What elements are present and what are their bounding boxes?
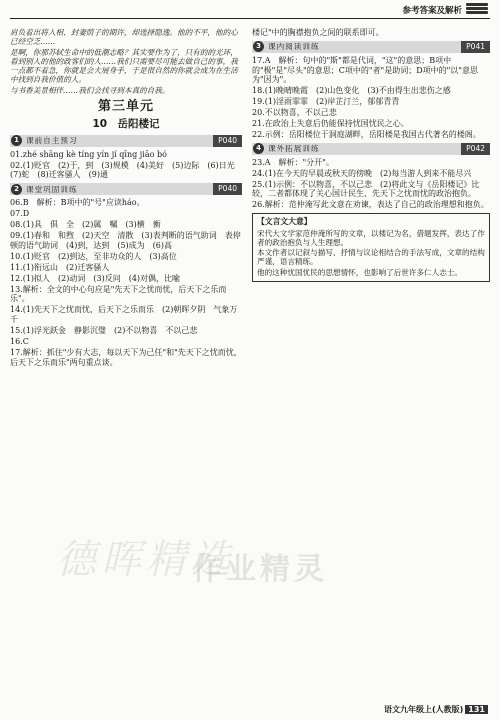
answer-line: 08.(1)具 俱 全 (2)属 嘱 (3)横 衡 (10, 220, 169, 230)
answer-line: 19.(1)淫雨霏霏 (2)岸芷汀兰，郁郁青青 (252, 97, 400, 107)
section-label: 课堂巩固训练 (26, 184, 78, 194)
answer-line: 14.(1)先天下之忧而忧，后天下之乐而乐 (2)朝晖夕阴 气象万千 (10, 305, 238, 324)
answer-line: 11.(1)衔远山 (2)迁客骚人 (10, 262, 110, 272)
right-column (252, 28, 490, 282)
left-column (10, 28, 242, 368)
translation-line: 宋代大文学家范仲淹所写的文章，以楼记为名，借题发挥，表达了作者的政治抱负与人生理想。 (257, 228, 485, 247)
translation-line: 本文作者以记叙与描写、抒情与议论相结合的手法写成，文章的结构严谨，语言精练。 (257, 248, 485, 267)
answer-line: 02.(1)贬官 (2)于，到 (3)规模 (4)美好 (5)边际 (6)日光 (7)蛇 (8)迁客骚人 (9)通 (10, 160, 243, 180)
section-page: P040 (213, 135, 242, 147)
section-page: P041 (461, 41, 490, 53)
section-number: 2 (11, 184, 22, 195)
section-bar-consolidation (10, 183, 242, 195)
answer-line: 10.(1)贬官 (2)到达，至非功众的人 (3)高位 (10, 251, 177, 261)
answer-line: 13.解析：全文的中心句应是"先天下之忧而忧，后天下之乐而乐"。 (10, 284, 227, 304)
watermark: 作业精灵 (192, 552, 328, 587)
answer-line: 25.(1)示例：不以物喜，不以己悲 (2)将此文与《岳阳楼记》比较，二者都体现了关心国计民生、先天下之忧而忧的政治抱负。 (252, 179, 480, 199)
intro-line-1: 肩负着出将入相、封妻荫子的期许，却选择隐逸。他的不平，他的心已经空乏…… (10, 28, 238, 47)
translation-box (252, 213, 490, 282)
answer-line: 01.zhé shāng kè tíng yín jí qīng jiāo bó (10, 149, 167, 159)
intro-line-3: 与书香美景相伴……我们会找寻到本真的自我。 (10, 85, 170, 95)
section-page: P042 (461, 143, 490, 155)
answer-line: 21.在政治上失意后仍能保持忧国忧民之心。 (252, 119, 409, 128)
answer-line: 06.B 解析：B项中的"号"应读háo。 (10, 198, 145, 208)
section-bar-extension (252, 143, 490, 155)
answer-line: 15.(1)浮光跃金 静影沉璧 (2)不以物喜 不以己悲 (10, 325, 198, 335)
header-title: 参考答案及解析 (402, 6, 462, 16)
translation-line: 他的这种忧国忧民的思想情怀，也影响了后世许多仁人志士。 (257, 267, 463, 277)
section-label: 课外拓展训练 (268, 144, 320, 154)
section-number: 1 (11, 135, 22, 146)
lesson-title: 10 岳阳楼记 (92, 117, 160, 130)
answer-line: 12.(1)拟人 (2)动词 (3)反问 (4)对偶，比喻 (10, 273, 181, 283)
section-label: 课内阅读训练 (268, 42, 320, 52)
answer-line: 23.A 解析："分开"。 (252, 157, 334, 167)
section-page: P040 (213, 183, 242, 195)
section-label: 课前自主预习 (26, 136, 78, 146)
answer-line: 07.D (10, 209, 30, 219)
translation-title: 【文言文大意】 (257, 217, 312, 226)
section-number: 4 (253, 143, 264, 154)
page-header (0, 0, 500, 24)
header-rule (10, 18, 490, 19)
page-footer (384, 705, 488, 715)
answer-line: 17.解析：抓住"少有大志，每以天下为己任"和"先天下之忧而忧，后天下之乐而乐"两句重点谈。 (10, 347, 242, 367)
answer-line: 22.示例：岳阳楼位于洞庭湖畔，岳阳楼是我国古代著名的楼阁。 (252, 129, 481, 139)
answer-line: 09.(1)春和 和煦 (2)天空 清散 (3)表判断的语气助词 表停顿的语气助词 (4)到，达到 (5)成为 (6)高 (10, 231, 241, 250)
section-bar-preview (10, 135, 242, 147)
page-number: 131 (465, 705, 488, 714)
answer-line: 18.(1)晚晴晚霞 (2)山色变化 (3)不由得生出悲伤之感 (252, 86, 451, 96)
answer-line: 20.不以物喜，不以己悲 (252, 108, 337, 118)
answer-line: 楼记"中的胸襟抱负之间的联系即可。 (252, 28, 384, 37)
answer-line: 17.A 解析：句中的"斯"都是代词，"这"的意思；B项中的"极"是"尽头"的意思；C项中的"者"是助词；D项中的"以"意思为"因为"。 (252, 55, 478, 85)
section-number: 3 (253, 41, 264, 52)
section-bar-reading (252, 41, 490, 53)
answer-line: 16.C (10, 336, 29, 346)
answer-line: 24.(1)在今天的早晨或秋天的傍晚 (2)每当游人到来不能尽兴 (252, 168, 472, 178)
watermark: 德晖精选 (56, 537, 236, 583)
footer-text: 语文九年级上(人教版) (383, 705, 464, 715)
unit-title: 第三单元 (97, 99, 154, 115)
intro-line-2: 是啊，你那苏轼生命中的低潮志略？其实要作为了，只有的的光环，看到别人的他的政客们的人……我们只需要尽可能去做自己的事，我一点都不着急，你就是会大展身手，于是很自然的你就会成为在生活中找到自我价值的人。 (10, 47, 238, 85)
answer-line: 26.解析：范仲淹写此文意在劝谏，表达了自己的政治理想和抱负。 (252, 200, 489, 210)
books-icon (466, 3, 488, 17)
